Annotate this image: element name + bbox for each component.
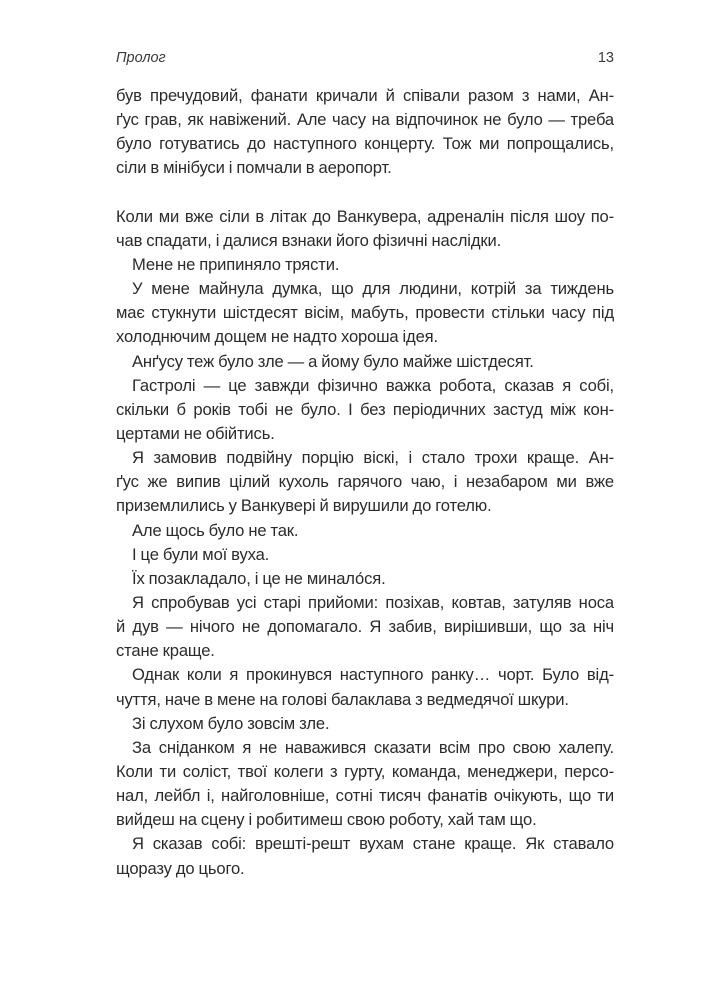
page-number: 13 [597, 50, 614, 66]
text-line: Мене не припиняло трясти. [132, 254, 340, 274]
text-line: Я спробував усі старі прийоми: позіхав, ковтав, затуляв носа [132, 592, 614, 612]
paragraph-15 [116, 832, 614, 880]
paragraph-5 [116, 350, 614, 374]
text-line: й дув — нічого не допомагало. Я забив, вирішивши, що за ніч [116, 617, 614, 637]
text-line: Однак коли я прокинувся наступного ранку… чорт. Було від- [132, 665, 614, 685]
paragraph-3 [116, 253, 614, 277]
text-line: чав спадати, і далися взнаки його фізичні наслідки. [116, 230, 502, 250]
text-line: Я замовив подвійну порцію віскі, і стало трохи краще. Ан- [132, 448, 614, 468]
text-line: вийдеш на сцену і робитимеш свою роботу, хай там що. [116, 810, 537, 830]
text-line: І це були мої вуха. [132, 544, 270, 564]
text-line: Але щось було не так. [132, 520, 299, 540]
text-line: має стукнути шістдесят вісім, мабуть, провести стільки часу під [116, 303, 614, 323]
paragraph-4 [116, 277, 614, 349]
text-line: Анґусу теж було зле — а йому було майже шістдесят. [132, 351, 534, 371]
section-break [116, 181, 614, 205]
body-text [116, 84, 614, 881]
paragraph-12 [116, 663, 614, 711]
text-line: Коли ми вже сіли в літак до Ванкувера, адреналін після шоу по- [116, 206, 614, 226]
paragraph-1 [116, 84, 614, 181]
text-line: приземлились у Ванкувері й вирушили до готелю. [116, 496, 492, 516]
paragraph-10 [116, 567, 614, 591]
text-line: цертами не обійтись. [116, 423, 275, 443]
text-line: Зі слухом було зовсім зле. [132, 713, 330, 733]
paragraph-11 [116, 591, 614, 663]
text-line: Їх позакладало, і це не минало́ся. [132, 568, 386, 588]
text-line: нал, лейбл і, найголовніше, сотні тисяч фанатів очікують, що ти [116, 786, 614, 806]
text-line: Коли ти соліст, твої колеги з гурту, команда, менеджери, персо- [116, 761, 614, 781]
paragraph-8 [116, 519, 614, 543]
text-line: скільки б років тобі не було. І без періодичних застуд між кон- [116, 399, 614, 419]
paragraph-6 [116, 374, 614, 446]
text-line: щоразу до цього. [116, 858, 245, 878]
running-head: Пролог [116, 50, 166, 66]
text-line: За сніданком я не наважився сказати всім про свою халепу. [132, 737, 614, 757]
text-line: Гастролі — це завжди фізично важка робота, сказав я собі, [132, 375, 614, 395]
paragraph-2 [116, 205, 614, 253]
text-line: сіли в мінібуси і помчали в аеропорт. [116, 158, 392, 178]
text-line: був пречудовий, фанати кричали й співали разом з нами, Ан- [116, 86, 614, 105]
paragraph-7 [116, 446, 614, 518]
text-line: було готуватись до наступного концерту. Тож ми попрощались, [116, 134, 614, 154]
text-line: У мене майнула думка, що для людини, котрій за тиждень [132, 279, 614, 299]
paragraph-13 [116, 712, 614, 736]
text-line: Я сказав собі: врешті-решт вухам стане краще. Як ставало [132, 834, 614, 854]
text-line: ґус грав, як навіжений. Але часу на відпочинок не було — треба [116, 110, 614, 130]
text-line: стане краще. [116, 641, 215, 661]
text-line: холоднючим дощем не надто хороша ідея. [116, 327, 438, 347]
text-line: ґус же випив цілий кухоль гарячого чаю, і незабаром ми вже [116, 472, 614, 492]
text-line: чуття, наче в мене на голові балаклава з ведмедячої шкури. [116, 689, 569, 709]
paragraph-14 [116, 736, 614, 833]
paragraph-9 [116, 543, 614, 567]
